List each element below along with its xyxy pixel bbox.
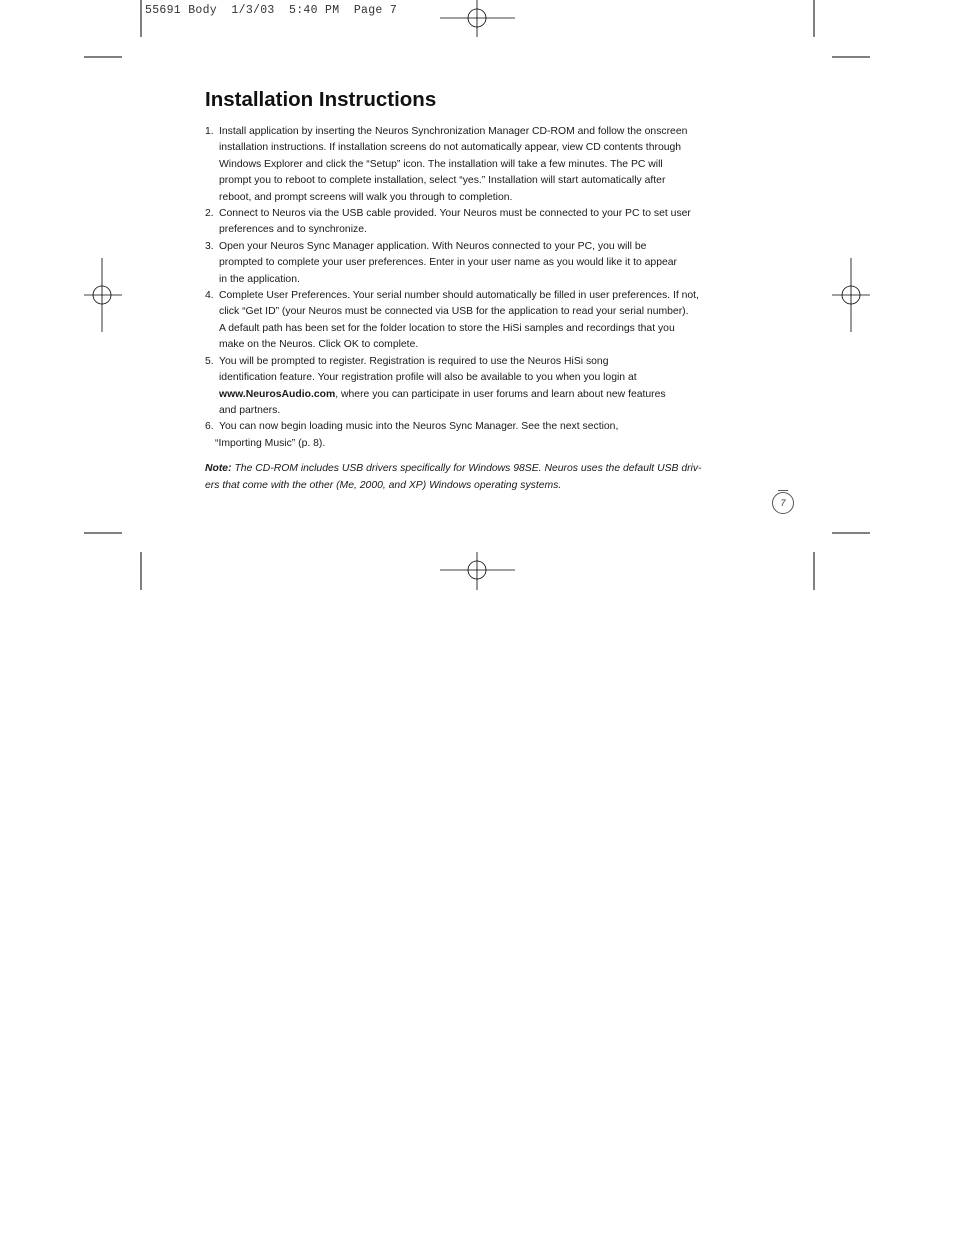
step-text-line: installation instructions. If installation screens do not automatically appear, view CD contents through <box>219 142 682 154</box>
step-text-line: prompted to complete your user preferences. Enter in your user name as you would like it to appear <box>219 257 678 269</box>
link-tail-text: , where you can participate in user forums and learn about new features <box>335 388 666 400</box>
note-line-1 <box>205 460 765 477</box>
step-number: 5. <box>205 355 214 367</box>
step-number: 3. <box>205 240 214 252</box>
step-text-line: Install application by inserting the Neuros Synchronization Manager CD-ROM and follow the onscreen <box>219 126 688 137</box>
step-1 <box>205 124 765 206</box>
step-text-line: click “Get ID” (your Neuros must be connected via USB for the application to read your serial number). <box>219 306 689 318</box>
registration-target-right <box>832 258 870 332</box>
registration-target-bottom <box>440 552 515 590</box>
step-text-line: A default path has been set for the folder location to store the HiSi samples and recordings that you <box>219 322 675 334</box>
page-title: Installation Instructions <box>205 88 437 111</box>
page-number-badge: 7 <box>772 492 794 514</box>
note-paragraph <box>205 460 765 494</box>
step-text-line: You will be prompted to register. Registration is required to use the Neuros HiSi song <box>219 355 609 367</box>
step-6 <box>205 419 765 452</box>
installation-steps-list <box>205 124 765 452</box>
step-text-line: identification feature. Your registration profile will also be available to you when you login at <box>219 372 637 384</box>
note-text: The CD-ROM includes USB drivers specifically for Windows 98SE. Neuros uses the default USB driv- <box>231 463 702 474</box>
step-text-line: Open your Neuros Sync Manager application. With Neuros connected to your PC, you will be <box>219 240 647 252</box>
step-text-line: “Importing Music” (p. 8). <box>215 437 326 449</box>
step-number: 2. <box>205 208 214 220</box>
step-number: 6. <box>205 421 214 433</box>
step-text-line: Complete User Preferences. Your serial number should automatically be filled in user preferences. If not, <box>219 290 699 302</box>
step-text-line: reboot, and prompt screens will walk you through to completion. <box>219 191 513 203</box>
step-text-line: in the application. <box>219 273 300 285</box>
step-5 <box>205 354 765 420</box>
step-text-line: prompt you to reboot to complete installation, select “yes.” Installation will start automatically after <box>219 175 666 187</box>
step-number: 1. <box>205 126 214 137</box>
step-3 <box>205 239 765 288</box>
registration-target-top <box>440 0 515 37</box>
step-text-line: and partners. <box>219 404 281 416</box>
step-number: 4. <box>205 290 214 302</box>
step-2 <box>205 206 765 239</box>
step-4 <box>205 288 765 354</box>
website-link[interactable]: www.NeurosAudio.com <box>219 388 336 400</box>
step-text-line-with-link <box>219 387 765 403</box>
step-text-line: preferences and to synchronize. <box>219 224 367 236</box>
step-text-line: Connect to Neuros via the USB cable provided. Your Neuros must be connected to your PC to set user <box>219 208 691 220</box>
print-slug-line: 55691 Body 1/3/03 5:40 PM Page 7 <box>145 4 398 17</box>
registration-target-left <box>84 258 122 332</box>
note-label: Note: <box>205 463 232 474</box>
step-text-line: Windows Explorer and click the “Setup” icon. The installation will take a few minutes. The PC will <box>219 158 663 170</box>
step-text-line: make on the Neuros. Click OK to complete. <box>219 339 419 351</box>
note-line-2: ers that come with the other (Me, 2000, and XP) Windows operating systems. <box>205 480 562 491</box>
step-text-line: You can now begin loading music into the Neuros Sync Manager. See the next section, <box>219 421 619 433</box>
